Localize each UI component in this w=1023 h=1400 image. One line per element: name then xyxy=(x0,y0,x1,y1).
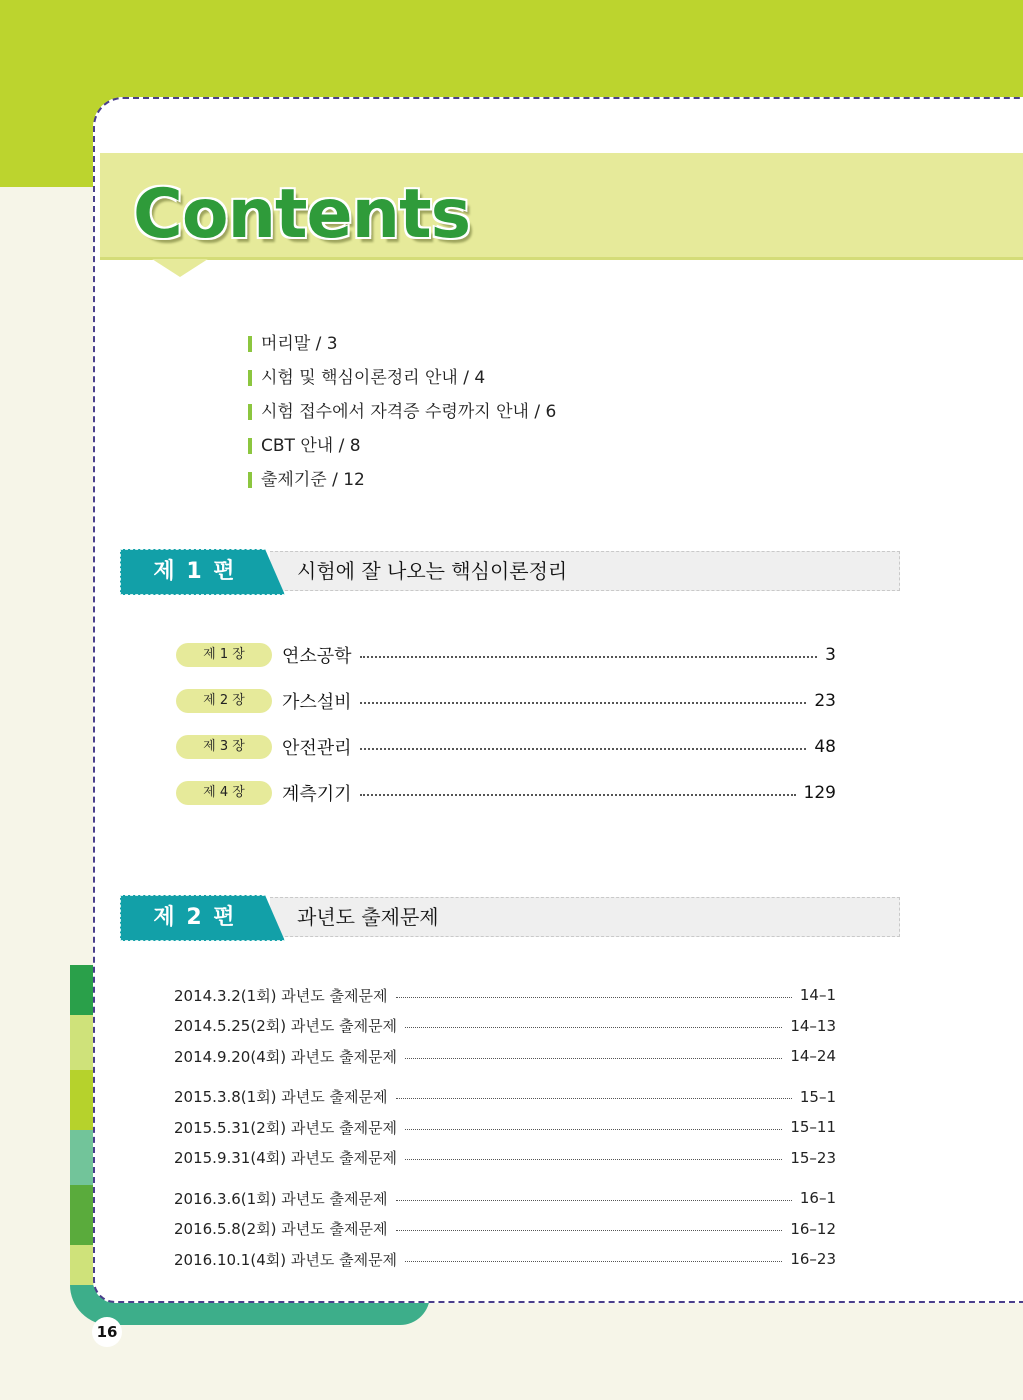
part2-title: 과년도 출제문제 xyxy=(297,905,439,929)
dot-leader xyxy=(396,997,792,998)
exam-page: 16–23 xyxy=(790,1250,836,1269)
exam-title: 2015.9.31(4회) 과년도 출제문제 xyxy=(174,1149,398,1168)
exam-title: 2015.5.31(2회) 과년도 출제문제 xyxy=(174,1118,398,1137)
title-band-notch xyxy=(152,259,208,277)
exam-row[interactable] xyxy=(174,980,836,1011)
intro-item-label: 시험 및 핵심이론정리 안내 / 4 xyxy=(261,368,486,388)
exam-group-2014 xyxy=(174,980,836,1072)
page-title: Contents xyxy=(133,175,471,254)
exam-page: 15–23 xyxy=(790,1148,836,1167)
intro-item-criteria[interactable] xyxy=(248,463,556,497)
chapter-title: 안전관리 xyxy=(282,738,352,759)
part1-label: 제 1 편 xyxy=(153,559,237,584)
part1-header xyxy=(120,549,900,595)
bullet-bar xyxy=(248,404,252,420)
chapter-row[interactable] xyxy=(176,724,836,770)
exam-title: 2016.3.6(1회) 과년도 출제문제 xyxy=(174,1189,388,1208)
intro-item-label: CBT 안내 / 8 xyxy=(261,436,361,456)
chapter-row[interactable] xyxy=(176,678,836,724)
exam-group-2016 xyxy=(174,1183,836,1275)
part1-chapter-list xyxy=(176,632,836,816)
exam-row[interactable] xyxy=(174,1041,836,1072)
exam-page: 15–11 xyxy=(790,1118,836,1137)
intro-item-label: 출제기준 / 12 xyxy=(261,470,365,490)
exam-title: 2016.10.1(4회) 과년도 출제문제 xyxy=(174,1250,398,1269)
exam-page: 14–24 xyxy=(790,1047,836,1066)
part2-header xyxy=(120,895,900,941)
exam-row[interactable] xyxy=(174,1112,836,1143)
exam-title: 2015.3.8(1회) 과년도 출제문제 xyxy=(174,1088,388,1107)
chapter-label: 제 1 장 xyxy=(176,643,272,667)
dot-leader xyxy=(405,1261,782,1262)
dot-leader xyxy=(405,1159,782,1160)
chapter-label: 제 4 장 xyxy=(176,781,272,805)
dot-leader xyxy=(360,656,818,658)
dot-leader xyxy=(396,1200,792,1201)
dot-leader xyxy=(396,1098,792,1099)
exam-page: 16–12 xyxy=(790,1219,836,1238)
intro-item-cbt-guide[interactable] xyxy=(248,429,556,463)
exam-row[interactable] xyxy=(174,1011,836,1042)
exam-title: 2016.5.8(2회) 과년도 출제문제 xyxy=(174,1220,388,1239)
exam-page: 14–1 xyxy=(799,986,836,1005)
bullet-bar xyxy=(248,370,252,386)
bullet-bar xyxy=(248,438,252,454)
page-number: 16 xyxy=(92,1317,122,1347)
dot-leader xyxy=(360,748,807,750)
part1-title: 시험에 잘 나오는 핵심이론정리 xyxy=(297,559,568,583)
intro-item-preface[interactable] xyxy=(248,327,556,361)
exam-title: 2014.5.25(2회) 과년도 출제문제 xyxy=(174,1017,398,1036)
intro-item-label: 시험 접수에서 자격증 수령까지 안내 / 6 xyxy=(261,402,557,422)
chapter-title: 연소공학 xyxy=(282,646,352,667)
exam-title: 2014.3.2(1회) 과년도 출제문제 xyxy=(174,986,388,1005)
part2-label: 제 2 편 xyxy=(153,905,237,930)
bullet-bar xyxy=(248,472,252,488)
chapter-label: 제 3 장 xyxy=(176,735,272,759)
exam-row[interactable] xyxy=(174,1214,836,1245)
exam-row[interactable] xyxy=(174,1143,836,1174)
dot-leader xyxy=(405,1058,782,1059)
exam-page: 14–13 xyxy=(790,1016,836,1035)
part2-exam-list xyxy=(174,980,836,1285)
intro-item-exam-guide[interactable] xyxy=(248,361,556,395)
exam-row[interactable] xyxy=(174,1183,836,1214)
exam-title: 2014.9.20(4회) 과년도 출제문제 xyxy=(174,1047,398,1066)
chapter-row[interactable] xyxy=(176,632,836,678)
exam-row[interactable] xyxy=(174,1082,836,1113)
chapter-title: 계측기기 xyxy=(282,784,352,805)
chapter-title: 가스설비 xyxy=(282,692,352,713)
chapter-row[interactable] xyxy=(176,770,836,816)
chapter-page: 129 xyxy=(803,783,836,803)
chapter-page: 23 xyxy=(814,691,836,711)
dot-leader xyxy=(405,1027,782,1028)
intro-list xyxy=(248,327,556,497)
dot-leader xyxy=(405,1129,782,1130)
chapter-page: 48 xyxy=(814,737,836,757)
dot-leader xyxy=(360,794,796,796)
chapter-page: 3 xyxy=(825,645,836,665)
dot-leader xyxy=(396,1230,783,1231)
exam-page: 15–1 xyxy=(799,1087,836,1106)
dot-leader xyxy=(360,702,807,704)
exam-row[interactable] xyxy=(174,1244,836,1275)
intro-item-label: 머리말 / 3 xyxy=(261,334,338,354)
chapter-label: 제 2 장 xyxy=(176,689,272,713)
exam-group-2015 xyxy=(174,1082,836,1174)
exam-page: 16–1 xyxy=(799,1189,836,1208)
intro-item-application-guide[interactable] xyxy=(248,395,556,429)
bullet-bar xyxy=(248,336,252,352)
